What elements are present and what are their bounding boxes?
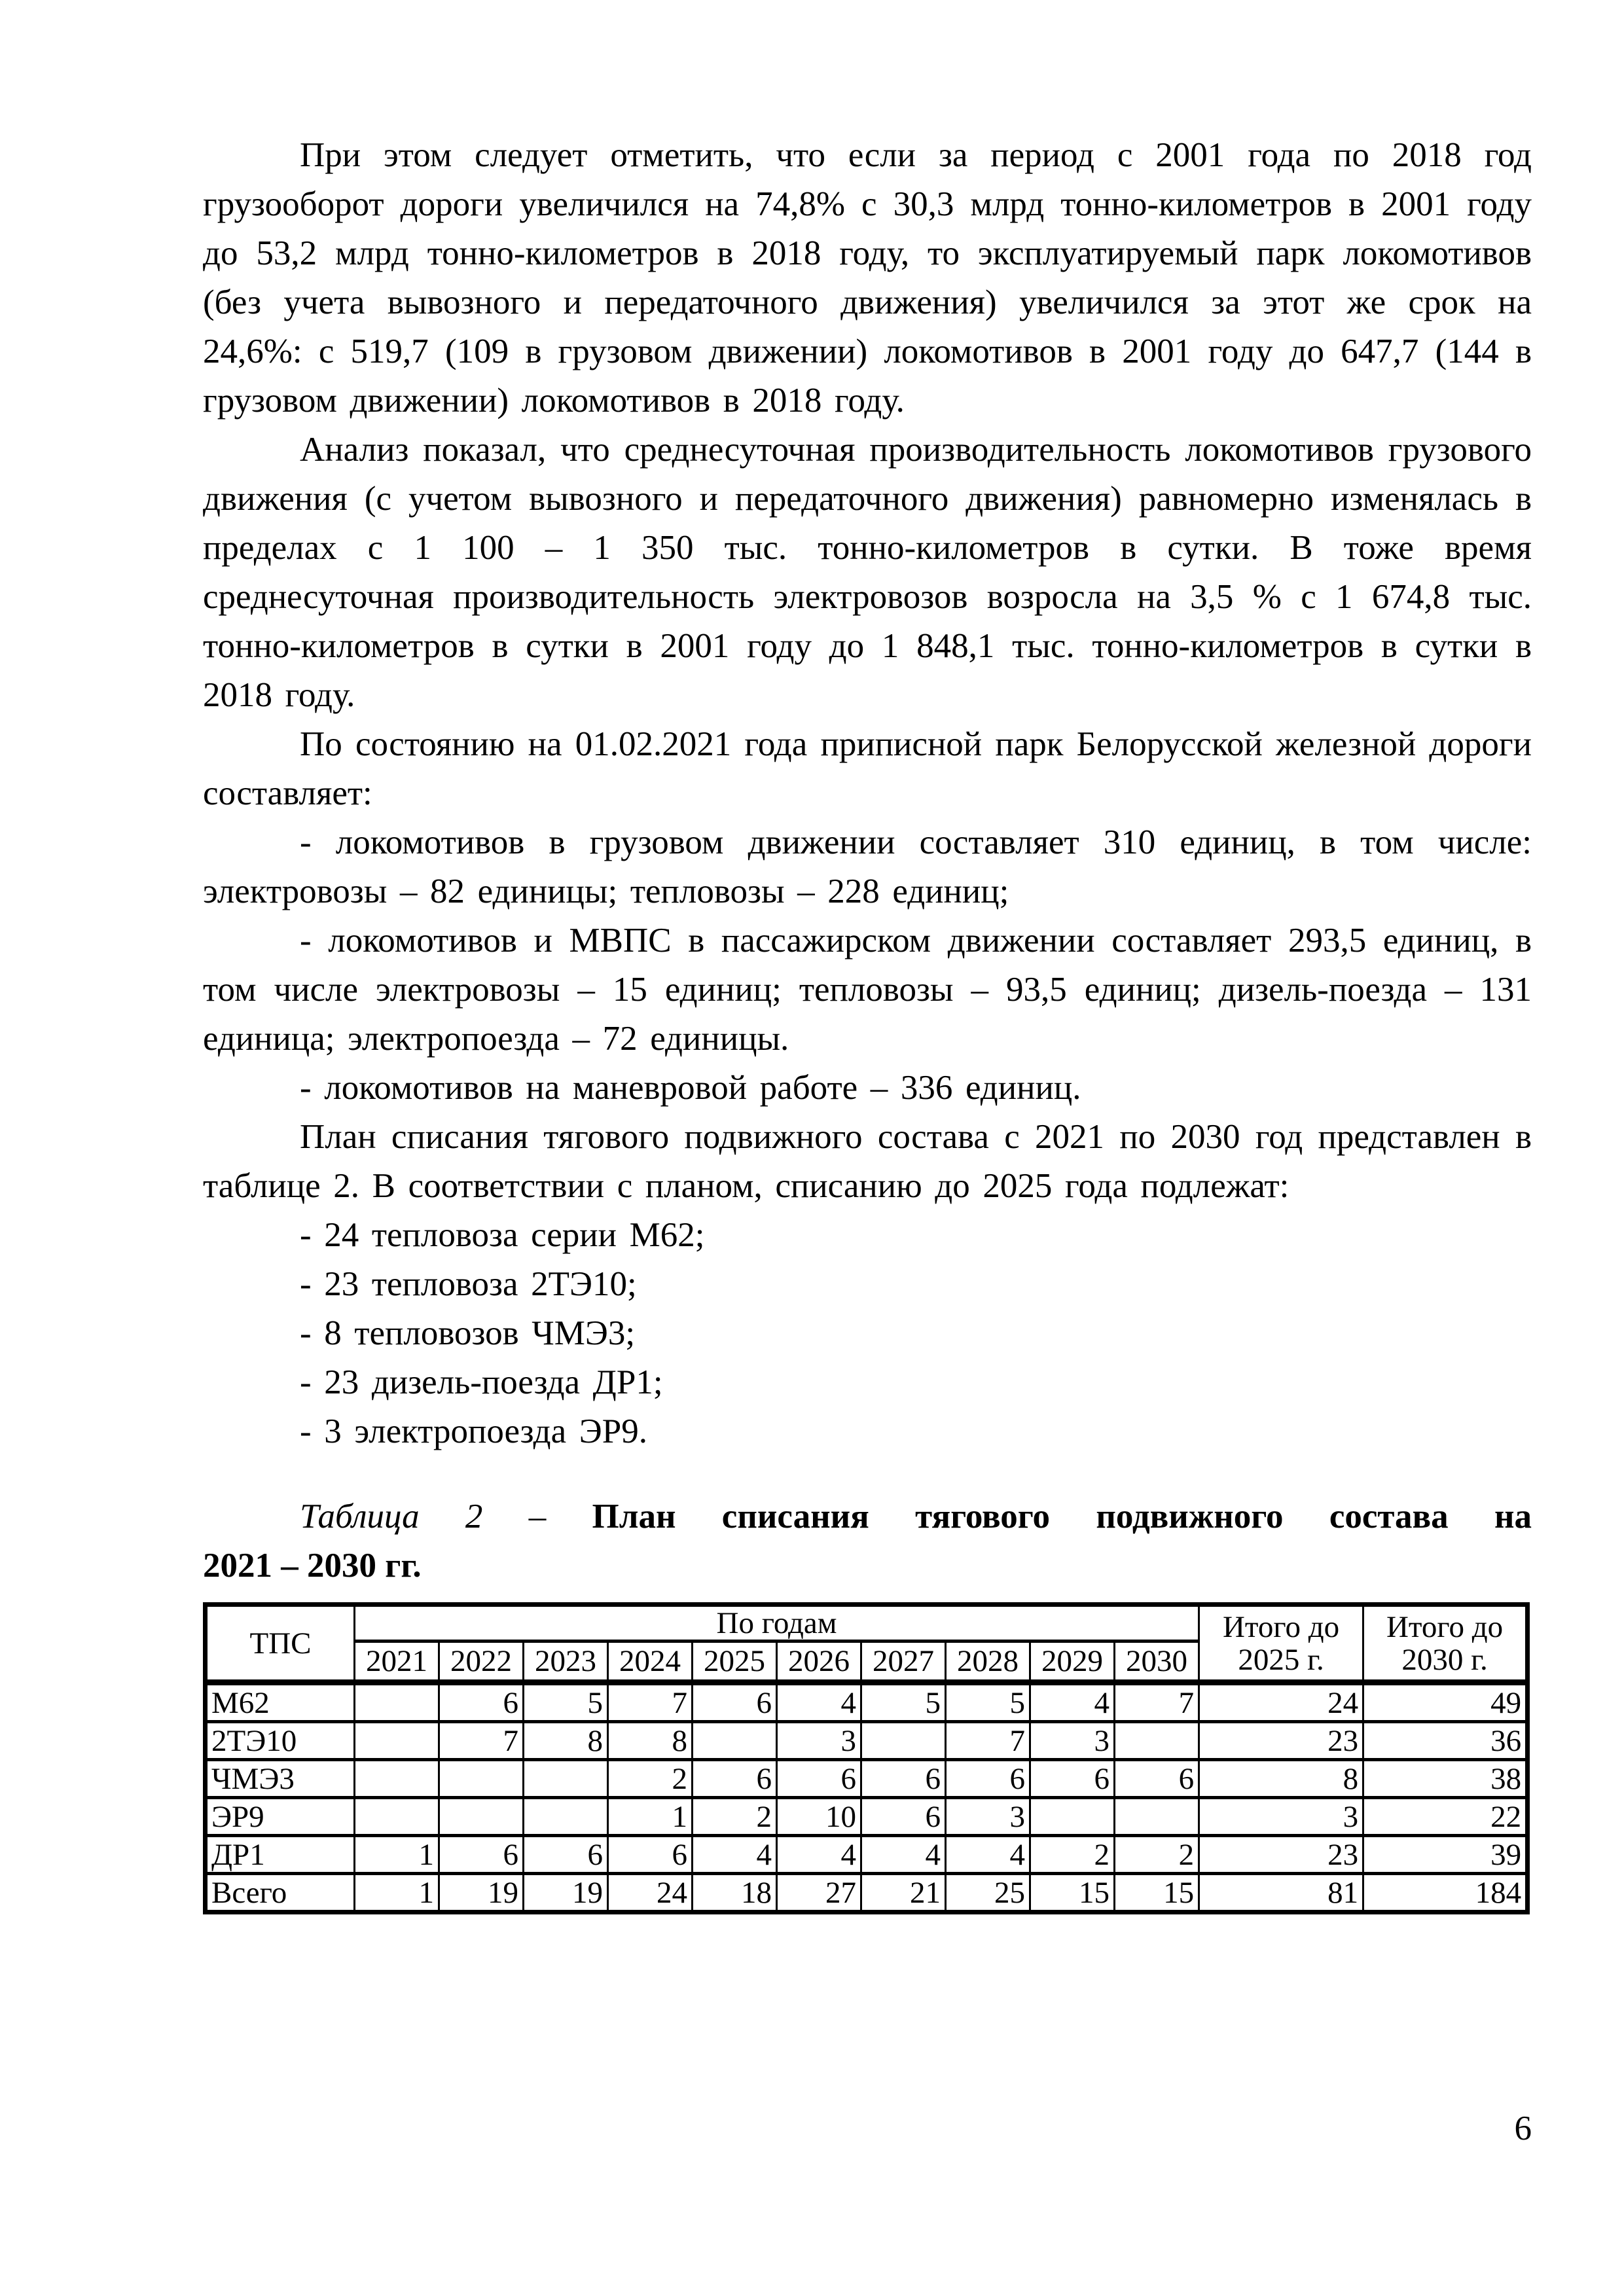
year-header-2030: 2030 xyxy=(1115,1641,1199,1683)
cell-2021 xyxy=(355,1798,439,1836)
cell-2025: 4 xyxy=(693,1836,777,1874)
cell-2030: 7 xyxy=(1115,1683,1199,1722)
cell-2022: 7 xyxy=(439,1722,524,1760)
row-label: М62 xyxy=(206,1683,355,1722)
cell-2023: 5 xyxy=(524,1683,608,1722)
cell-2029: 3 xyxy=(1030,1722,1115,1760)
cell-total-2025: 23 xyxy=(1199,1836,1363,1874)
cell-2029 xyxy=(1030,1798,1115,1836)
table-caption-number: Таблица 2 xyxy=(300,1498,483,1535)
cell-2027: 5 xyxy=(861,1683,946,1722)
table-caption xyxy=(203,1492,1532,1541)
cell-2027: 6 xyxy=(861,1760,946,1798)
table-row-dr1 xyxy=(206,1836,1528,1874)
cell-2027: 4 xyxy=(861,1836,946,1874)
cell-2022: 6 xyxy=(439,1683,524,1722)
cell-2029: 6 xyxy=(1030,1760,1115,1798)
cell-2029: 4 xyxy=(1030,1683,1115,1722)
paragraph-fleet-status: По состоянию на 01.02.2021 года приписной парк Белорусской железной дороги составляет: xyxy=(203,725,1532,812)
cell-2025: 18 xyxy=(693,1874,777,1912)
cell-2030: 2 xyxy=(1115,1836,1199,1874)
year-header-2021: 2021 xyxy=(355,1641,439,1683)
cell-2027: 21 xyxy=(861,1874,946,1912)
row-label: 2ТЭ10 xyxy=(206,1722,355,1760)
cell-2026: 4 xyxy=(777,1836,861,1874)
list-item-shunting-locomotives: - локомотивов на маневровой работе – 336 единиц. xyxy=(300,1069,1081,1107)
cell-total-2030: 38 xyxy=(1363,1760,1528,1798)
cell-2025: 6 xyxy=(693,1683,777,1722)
list-item-dr1: - 23 дизель-поезда ДР1; xyxy=(300,1363,663,1401)
cell-2023: 19 xyxy=(524,1874,608,1912)
cell-2021 xyxy=(355,1760,439,1798)
cell-2023: 8 xyxy=(524,1722,608,1760)
cell-2025: 6 xyxy=(693,1760,777,1798)
cell-2024: 6 xyxy=(608,1836,693,1874)
table-row-total xyxy=(206,1874,1528,1912)
list-item-chme3: - 8 тепловозов ЧМЭ3; xyxy=(300,1314,636,1352)
cell-2024: 8 xyxy=(608,1722,693,1760)
row-label: Всего xyxy=(206,1874,355,1912)
cell-2028: 5 xyxy=(946,1683,1030,1722)
table-caption-dash: – xyxy=(528,1498,547,1535)
table-caption-title: План списания тягового подвижного состава на xyxy=(592,1498,1532,1535)
cell-2024: 7 xyxy=(608,1683,693,1722)
cell-2025 xyxy=(693,1722,777,1760)
column-header-tps: ТПС xyxy=(206,1605,355,1683)
table-row-m62 xyxy=(206,1683,1528,1722)
cell-total-2025: 24 xyxy=(1199,1683,1363,1722)
list-item-m62: - 24 тепловоза серии М62; xyxy=(300,1216,705,1254)
row-label: ЭР9 xyxy=(206,1798,355,1836)
page-number: 6 xyxy=(1514,2109,1532,2147)
cell-2027 xyxy=(861,1722,946,1760)
cell-2028: 4 xyxy=(946,1836,1030,1874)
year-header-2027: 2027 xyxy=(861,1641,946,1683)
cell-2021 xyxy=(355,1722,439,1760)
cell-2025: 2 xyxy=(693,1798,777,1836)
cell-total-2025: 8 xyxy=(1199,1760,1363,1798)
cell-2026: 6 xyxy=(777,1760,861,1798)
cell-2026: 4 xyxy=(777,1683,861,1722)
list-item-passenger-locomotives: - локомотивов и МВПС в пассажирском движении составляет 293,5 единиц, в том числе электровозы – 15 единиц; тепловозы – 93,5 единиц; дизель-поезда – 131 единица; электропоезда – 72 единицы. xyxy=(203,922,1532,1058)
cell-total-2030: 39 xyxy=(1363,1836,1528,1874)
year-header-2026: 2026 xyxy=(777,1641,861,1683)
year-header-2028: 2028 xyxy=(946,1641,1030,1683)
cell-2024: 24 xyxy=(608,1874,693,1912)
paragraph-freight-turnover: При этом следует отметить, что если за период с 2001 года по 2018 год грузооборот дороги увеличился на 74,8% с 30,3 млрд тонно-километров в 2001 году до 53,2 млрд тонно-километров в 2018 году, то эксплуатируемый парк локомотивов (без учета вывозного и передаточного движения) увеличился за этот же срок на 24,6%: с 519,7 (109 в грузовом движении) локомотивов в 2001 году до 647,7 (144 в грузовом движении) локомотивов в 2018 году. xyxy=(203,136,1532,420)
cell-2023: 6 xyxy=(524,1836,608,1874)
paragraph-analysis: Анализ показал, что среднесуточная производительность локомотивов грузового движения (с учетом вывозного и передаточного движения) равномерно изменялась в пределах с 1 100 – 1 350 тыс. тонно-километров в сутки. В тоже время среднесуточная производительность электровозов возросла на 3,5 % с 1 674,8 тыс. тонно-километров в сутки в 2001 году до 1 848,1 тыс. тонно-километров в сутки в 2018 году. xyxy=(203,431,1532,714)
list-item-2te10: - 23 тепловоза 2ТЭ10; xyxy=(300,1265,637,1303)
list-item-er9: - 3 электропоезда ЭР9. xyxy=(300,1412,647,1450)
column-header-total-2030: Итого до 2030 г. xyxy=(1363,1605,1528,1683)
cell-2023 xyxy=(524,1798,608,1836)
cell-total-2030: 36 xyxy=(1363,1722,1528,1760)
cell-2028: 6 xyxy=(946,1760,1030,1798)
cell-total-2025: 3 xyxy=(1199,1798,1363,1836)
cell-2021: 1 xyxy=(355,1836,439,1874)
cell-2030: 6 xyxy=(1115,1760,1199,1798)
cell-2030 xyxy=(1115,1798,1199,1836)
list-item-freight-locomotives: - локомотивов в грузовом движении составляет 310 единиц, в том числе: электровозы – 82 единицы; тепловозы – 228 единиц; xyxy=(203,823,1532,910)
cell-total-2025: 81 xyxy=(1199,1874,1363,1912)
column-header-total-2025: Итого до 2025 г. xyxy=(1199,1605,1363,1683)
cell-2030: 15 xyxy=(1115,1874,1199,1912)
cell-total-2025: 23 xyxy=(1199,1722,1363,1760)
cell-2022: 19 xyxy=(439,1874,524,1912)
cell-2028: 7 xyxy=(946,1722,1030,1760)
cell-2027: 6 xyxy=(861,1798,946,1836)
year-header-2022: 2022 xyxy=(439,1641,524,1683)
cell-2026: 3 xyxy=(777,1722,861,1760)
cell-2028: 3 xyxy=(946,1798,1030,1836)
year-header-2024: 2024 xyxy=(608,1641,693,1683)
cell-2021: 1 xyxy=(355,1874,439,1912)
cell-2029: 2 xyxy=(1030,1836,1115,1874)
cell-2029: 15 xyxy=(1030,1874,1115,1912)
cell-2021 xyxy=(355,1683,439,1722)
cell-total-2030: 184 xyxy=(1363,1874,1528,1912)
table-row-er9 xyxy=(206,1798,1528,1836)
cell-2023 xyxy=(524,1760,608,1798)
year-header-2023: 2023 xyxy=(524,1641,608,1683)
table-row-2te10 xyxy=(206,1722,1528,1760)
cell-2024: 1 xyxy=(608,1798,693,1836)
cell-2024: 2 xyxy=(608,1760,693,1798)
cell-total-2030: 49 xyxy=(1363,1683,1528,1722)
row-label: ЧМЭ3 xyxy=(206,1760,355,1798)
scrap-plan-table xyxy=(203,1602,1530,1914)
cell-2022 xyxy=(439,1798,524,1836)
year-header-2025: 2025 xyxy=(693,1641,777,1683)
table-caption-years: 2021 – 2030 гг. xyxy=(203,1547,422,1585)
cell-2030 xyxy=(1115,1722,1199,1760)
cell-2026: 10 xyxy=(777,1798,861,1836)
cell-2026: 27 xyxy=(777,1874,861,1912)
row-label: ДР1 xyxy=(206,1836,355,1874)
table-row-chme3 xyxy=(206,1760,1528,1798)
column-group-header-by-years: По годам xyxy=(355,1605,1199,1641)
paragraph-scrap-plan: План списания тягового подвижного состава с 2021 по 2030 год представлен в таблице 2. В соответствии с планом, списанию до 2025 года подлежат: xyxy=(203,1118,1532,1205)
cell-2022: 6 xyxy=(439,1836,524,1874)
cell-total-2030: 22 xyxy=(1363,1798,1528,1836)
page-content xyxy=(203,131,1532,1914)
cell-2028: 25 xyxy=(946,1874,1030,1912)
year-header-2029: 2029 xyxy=(1030,1641,1115,1683)
cell-2022 xyxy=(439,1760,524,1798)
